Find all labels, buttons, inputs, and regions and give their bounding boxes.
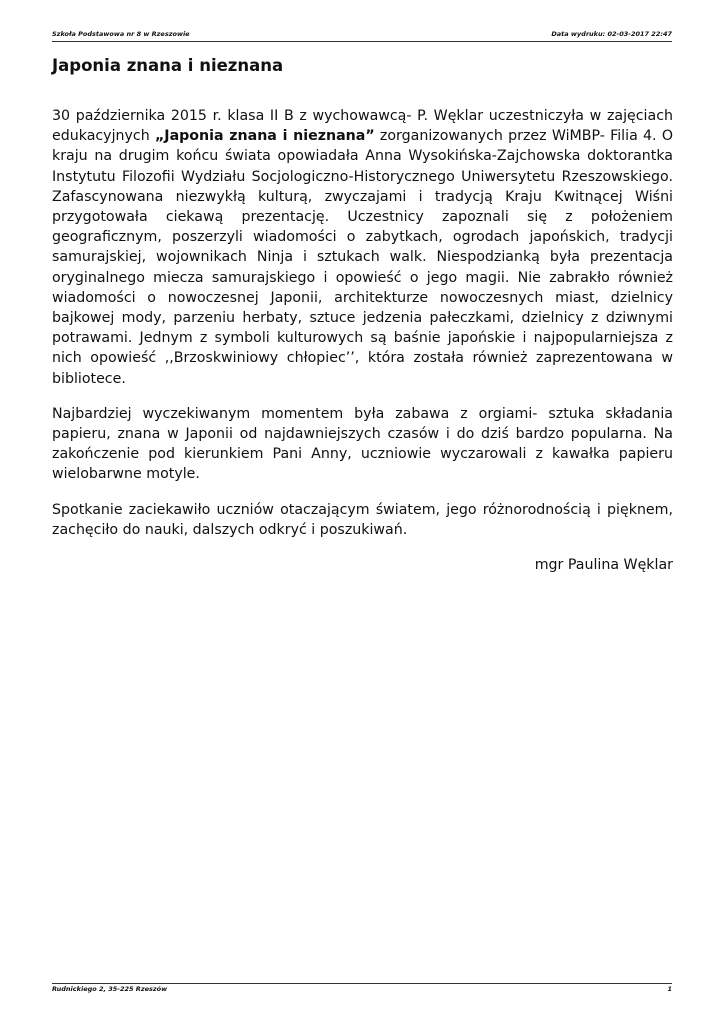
article-body — [52, 106, 673, 590]
school-address: Rudnickiego 2, 35-225 Rzeszów — [52, 985, 168, 993]
paragraph-1-rest: zorganizowanych przez WiMBP- Filia 4. O kraju na drugim końcu świata opowiadała Anna Wysokińska-Zajchowska doktorantka Instytutu Filozofii Wydziału Socjologiczno-Historycznego Uniwersytetu Rzeszowskiego. Zafascynowana niezwykłą kulturą, zwyczajami i tradycją Kraju Kwitnącej Wiśni przygotowała ciekawą prezentację. Uczestnicy zapoznali się z położeniem geograficznym, poszerzyli wiadomości o zabytkach, ogrodach japońskich, tradycji samurajskiej, wojownikach Ninja i sztukach walk. Niespodzianką była prezentacja oryginalnego miecza samurajskiego i opowieść o jego magii. Nie zabrakło również wiadomości o nowoczesnej Japonii, architekturze nowoczesnych miast, dzielnicy bajkowej mody, parzeniu herbaty, sztuce jedzenia pałeczkami, dzielnicy z dziwnymi potrawami. Jednym z symboli kulturowych są baśnie japońskie i najpopularniejsza z nich opowieść ,,Brzoskwiniowy chłopiec’’, która została również zaprezentowana w bibliotece. — [52, 128, 673, 387]
paragraph-3: Spotkanie zaciekawiło uczniów otaczającym światem, jego różnorodnością i pięknem, zachęciło do nauki, dalszych odkryć i poszukiwań. — [52, 501, 673, 538]
paragraph-1 — [52, 106, 673, 389]
event-name-bold: „Japonia znana i nieznana” — [154, 128, 375, 145]
page-header — [52, 30, 672, 42]
print-date: Data wydruku: 02-03-2017 22:47 — [551, 30, 672, 38]
page-footer — [52, 983, 672, 995]
signature: mgr Paulina Węklar — [534, 557, 673, 574]
page-number: 1 — [667, 985, 672, 993]
paragraph-2: Najbardziej wyczekiwanym momentem była zabawa z orgiami- sztuka składania papieru, znana w Japonii od najdawniejszych czasów i do dziś bardzo popularna. Na zakończenie pod kierunkiem Pani Anny, uczniowie wyczarowali z kawałka papieru wielobarwne motyle. — [52, 405, 673, 483]
article-title: Japonia znana i nieznana — [52, 56, 284, 75]
school-name: Szkoła Podstawowa nr 8 w Rzeszowie — [52, 30, 190, 38]
paragraph-1-start: 30 października 2015 r. klasa II B z wychowawcą- P. Węklar uczestniczyła w zajęciach edukacyjnych — [52, 108, 673, 145]
